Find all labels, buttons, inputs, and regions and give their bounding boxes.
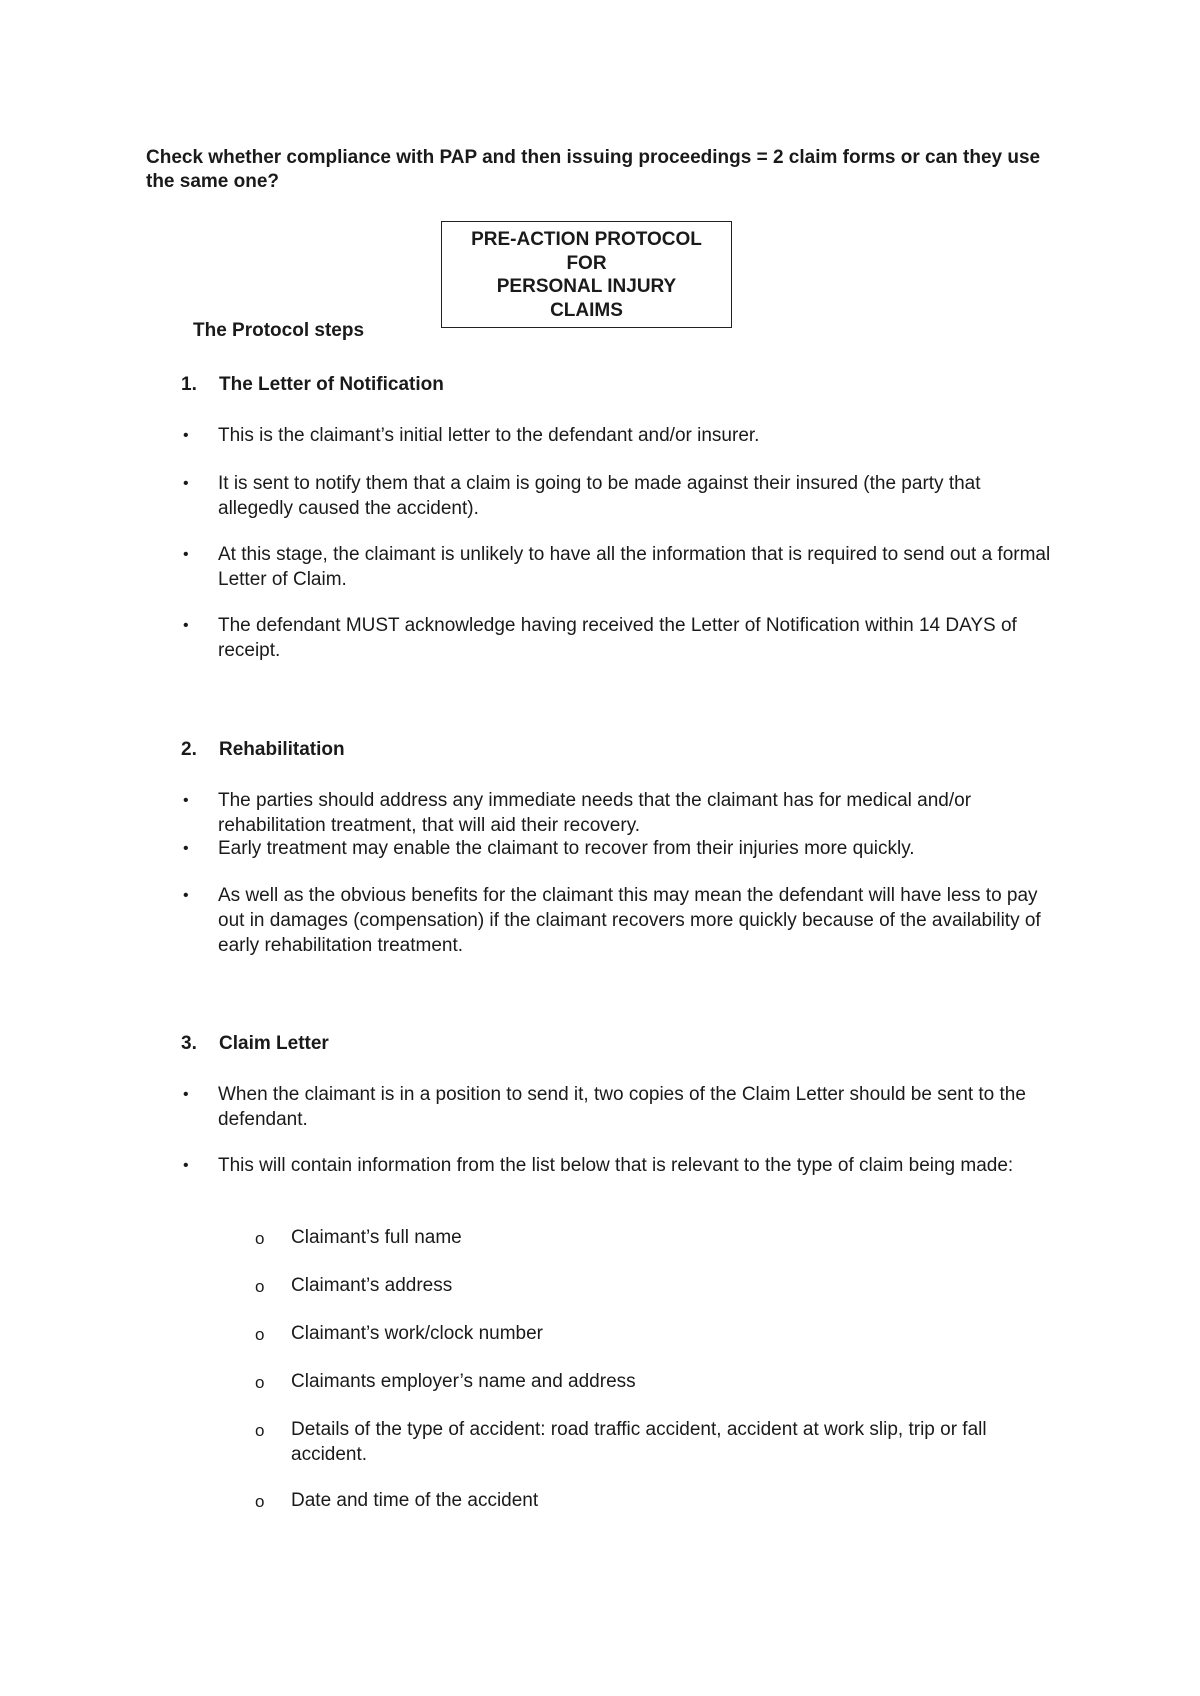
list-item bbox=[183, 1153, 1058, 1178]
title-line: PERSONAL INJURY bbox=[496, 276, 677, 297]
sub-list-item-text: Claimant’s full name bbox=[291, 1227, 462, 1248]
bullet-icon: • bbox=[183, 792, 189, 809]
list-item bbox=[183, 883, 1058, 958]
circle-bullet-icon: o bbox=[255, 1277, 265, 1296]
sub-list-item bbox=[255, 1273, 1058, 1298]
circle-bullet-icon: o bbox=[255, 1325, 265, 1344]
list-item-text: As well as the obvious benefits for the claimant this may mean the defendant will have less to pay out in damages (compensation) if the claimant recovers more quickly because of the availability of early rehabilitation treatment. bbox=[218, 885, 1041, 956]
sub-list-item bbox=[255, 1488, 1058, 1513]
section-heading-claim-letter bbox=[181, 1031, 329, 1056]
section-heading-notification bbox=[181, 372, 444, 397]
bullet-icon: • bbox=[183, 840, 189, 857]
list-item-text: At this stage, the claimant is unlikely to have all the information that is required to send out a formal Letter of Claim. bbox=[218, 544, 1051, 590]
circle-bullet-icon: o bbox=[255, 1373, 265, 1392]
bullet-icon: • bbox=[183, 887, 189, 904]
bullet-icon: • bbox=[183, 475, 189, 492]
list-item-text: This will contain information from the list below that is relevant to the type of claim being made: bbox=[218, 1155, 1014, 1176]
list-item-text: It is sent to notify them that a claim is going to be made against their insured (the party that allegedly caused the accident). bbox=[218, 473, 981, 519]
section-number: 1. bbox=[181, 374, 197, 395]
list-item bbox=[183, 836, 1058, 861]
section-number: 2. bbox=[181, 739, 197, 760]
sub-list-item bbox=[255, 1321, 1058, 1346]
section-number: 3. bbox=[181, 1033, 197, 1054]
list-item-text: Early treatment may enable the claimant to recover from their injuries more quickly. bbox=[218, 838, 915, 859]
sub-list-item-text: Claimant’s address bbox=[291, 1275, 453, 1296]
sub-list-item-text: Claimants employer’s name and address bbox=[291, 1371, 636, 1392]
list-item bbox=[183, 423, 1058, 448]
list-item-text: The defendant MUST acknowledge having received the Letter of Notification within 14 DAYS of receipt. bbox=[218, 615, 1017, 661]
bullet-icon: • bbox=[183, 546, 189, 563]
steps-heading: The Protocol steps bbox=[193, 320, 365, 341]
bullet-icon: • bbox=[183, 427, 189, 444]
sub-list-item bbox=[255, 1369, 1058, 1394]
circle-bullet-icon: o bbox=[255, 1492, 265, 1511]
top-note: Check whether compliance with PAP and then issuing proceedings = 2 claim forms or can they use the same one? bbox=[146, 147, 1041, 192]
sub-list-item-text: Date and time of the accident bbox=[291, 1490, 539, 1511]
list-item bbox=[183, 1082, 1058, 1132]
section-title: The Letter of Notification bbox=[219, 374, 444, 395]
bullet-icon: • bbox=[183, 1157, 189, 1174]
title-line: CLAIMS bbox=[550, 299, 623, 321]
title-line: PRE-ACTION PROTOCOL bbox=[471, 229, 702, 250]
list-item-text: When the claimant is in a position to send it, two copies of the Claim Letter should be sent to the defendant. bbox=[218, 1084, 1026, 1130]
list-item-text: The parties should address any immediate needs that the claimant has for medical and/or rehabilitation treatment, that will aid their recovery. bbox=[218, 790, 972, 836]
sub-list-item-text: Claimant’s work/clock number bbox=[291, 1323, 544, 1344]
circle-bullet-icon: o bbox=[255, 1421, 265, 1440]
protocol-title-box bbox=[441, 221, 732, 328]
list-item-text: This is the claimant’s initial letter to the defendant and/or insurer. bbox=[218, 425, 760, 446]
bullet-icon: • bbox=[183, 1086, 189, 1103]
title-line: FOR bbox=[566, 252, 607, 274]
list-item bbox=[183, 471, 1058, 521]
bullet-icon: • bbox=[183, 617, 189, 634]
sub-list-item bbox=[255, 1417, 1058, 1467]
list-item bbox=[183, 788, 1058, 838]
section-heading-rehabilitation bbox=[181, 737, 345, 762]
section-title: Claim Letter bbox=[219, 1033, 329, 1054]
circle-bullet-icon: o bbox=[255, 1229, 265, 1248]
list-item bbox=[183, 542, 1058, 592]
sub-list-item bbox=[255, 1225, 1058, 1250]
list-item bbox=[183, 613, 1058, 663]
sub-list-item-text: Details of the type of accident: road traffic accident, accident at work slip, trip or fall accident. bbox=[291, 1419, 987, 1465]
section-title: Rehabilitation bbox=[219, 739, 345, 760]
